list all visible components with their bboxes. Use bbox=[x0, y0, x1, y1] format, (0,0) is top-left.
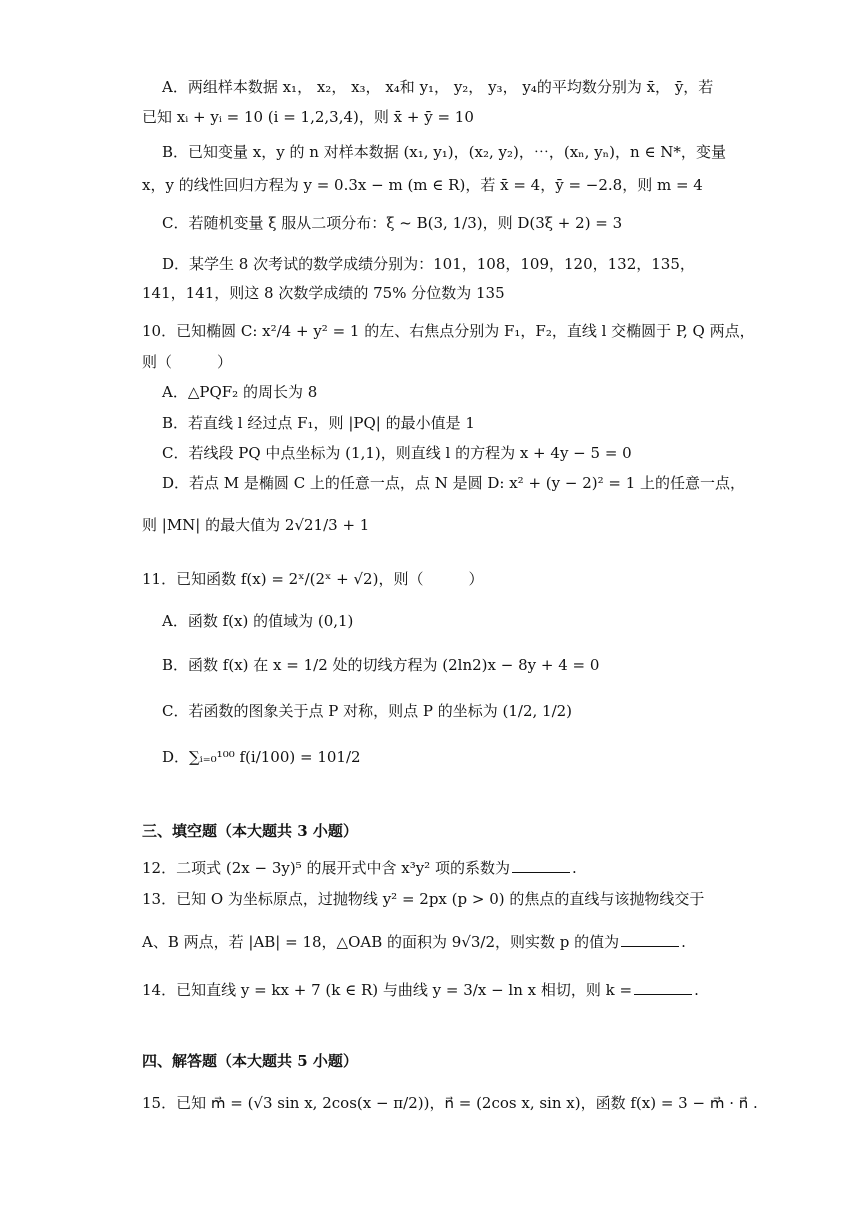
q13-period: . bbox=[681, 933, 686, 951]
q10-stem-line1: 10．已知椭圆 C: x²/4 + y² = 1 的左、右焦点分别为 F₁，F₂，直线 l 交椭圆于 P, Q 两点， bbox=[142, 322, 755, 340]
q11-option-b: B．函数 f(x) 在 x = 1/2 处的切线方程为 (2ln2)x − 8y + 4 = 0 bbox=[162, 656, 600, 674]
q12-answer-blank[interactable] bbox=[512, 858, 570, 873]
q14-line bbox=[142, 980, 699, 999]
q10-option-a: A．△PQF₂ 的周长为 8 bbox=[162, 383, 318, 401]
q11-option-d: D．∑ᵢ₌₀¹⁰⁰ f(i/100) = 101/2 bbox=[162, 748, 361, 766]
q9-option-b-line2: x，y 的线性回归方程为 y = 0.3x − m (m ∈ R)，若 x̄ = 4，ȳ = −2.8，则 m = 4 bbox=[142, 176, 703, 194]
q9-option-b-line1: B．已知变量 x，y 的 n 对样本数据 (x₁, y₁)，(x₂, y₂)，⋯，(xₙ, yₙ)，n ∈ N*，变量 bbox=[162, 143, 726, 161]
q14-answer-blank[interactable] bbox=[634, 980, 692, 995]
q9-option-d-line2: 141，141，则这 8 次数学成绩的 75% 分位数为 135 bbox=[142, 284, 505, 302]
section-4-heading: 四、解答题（本大题共 5 小题） bbox=[142, 1052, 358, 1070]
q13-answer-blank[interactable] bbox=[621, 932, 679, 947]
q10-stem-line2: 则（ ） bbox=[142, 353, 233, 371]
q14-text: 14．已知直线 y = kx + 7 (k ∈ R) 与曲线 y = 3/x − ln x 相切，则 k = bbox=[142, 981, 633, 999]
q12-line bbox=[142, 858, 577, 877]
q13-text: A、B 两点，若 |AB| = 18，△OAB 的面积为 9√3/2，则实数 p 的值为 bbox=[142, 933, 620, 951]
q10-option-d-line2: 则 |MN| 的最大值为 2√21/3 + 1 bbox=[142, 516, 370, 534]
q13-line1: 13．已知 O 为坐标原点，过抛物线 y² = 2px (p > 0) 的焦点的直线与该抛物线交于 bbox=[142, 890, 705, 908]
q12-text: 12．二项式 (2x − 3y)⁵ 的展开式中含 x³y² 项的系数为 bbox=[142, 859, 510, 877]
q14-period: . bbox=[694, 981, 699, 999]
q13-line2 bbox=[142, 932, 686, 951]
q9-option-d-line1: D．某学生 8 次考试的数学成绩分别为：101，108，109，120，132，135， bbox=[162, 255, 695, 273]
section-3-heading: 三、填空题（本大题共 3 小题） bbox=[142, 822, 358, 840]
q12-period: . bbox=[571, 859, 577, 877]
q9-option-c: C．若随机变量 ξ 服从二项分布：ξ ~ B(3, 1/3)，则 D(3ξ + 2) = 3 bbox=[162, 214, 623, 232]
q10-option-d-line1: D．若点 M 是椭圆 C 上的任意一点，点 N 是圆 D: x² + (y − 2)² = 1 上的任意一点， bbox=[162, 474, 746, 492]
q10-option-c: C．若线段 PQ 中点坐标为 (1,1)，则直线 l 的方程为 x + 4y − 5 = 0 bbox=[162, 444, 632, 462]
q10-option-b: B．若直线 l 经过点 F₁，则 |PQ| 的最小值是 1 bbox=[162, 414, 475, 432]
q9-option-a-line2: 已知 xᵢ + yᵢ = 10 (i = 1,2,3,4)，则 x̄ + ȳ = 10 bbox=[142, 108, 474, 126]
q11-option-c: C．若函数的图象关于点 P 对称，则点 P 的坐标为 (1/2, 1/2) bbox=[162, 702, 573, 720]
q11-stem: 11．已知函数 f(x) = 2ˣ/(2ˣ + √2)，则（ ） bbox=[142, 570, 484, 588]
q11-option-a: A．函数 f(x) 的值域为 (0,1) bbox=[162, 612, 354, 630]
q15-stem: 15．已知 m⃗ = (√3 sin x, 2cos(x − π/2))，n⃗ = (2cos x, sin x)，函数 f(x) = 3 − m⃗ · n⃗ . bbox=[142, 1094, 758, 1112]
q9-option-a-line1: A．两组样本数据 x₁， x₂， x₃， x₄和 y₁， y₂， y₃， y₄的平均数分别为 x̄， ȳ，若 bbox=[162, 78, 714, 96]
